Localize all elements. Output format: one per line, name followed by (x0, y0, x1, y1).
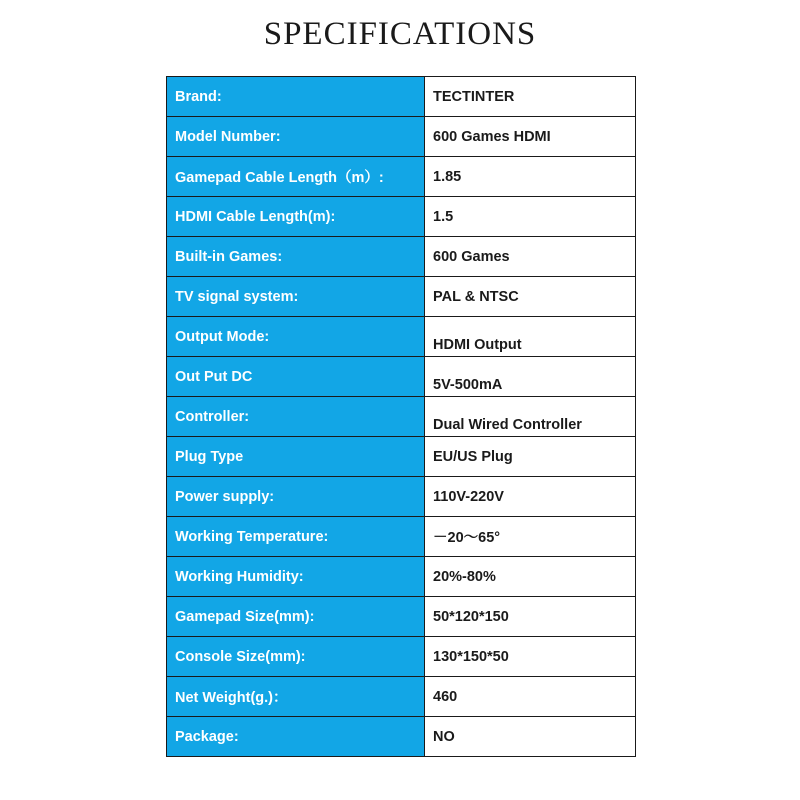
spec-label: Output Mode: (167, 317, 425, 357)
spec-value: NO (425, 717, 636, 757)
spec-label: Net Weight(g.)： (167, 677, 425, 717)
spec-row-model-number (167, 117, 636, 157)
spec-row-gamepad-size (167, 597, 636, 637)
spec-label: Working Humidity: (167, 557, 425, 597)
spec-row-controller (167, 397, 636, 437)
spec-value: EU/US Plug (425, 437, 636, 477)
spec-value: 20%-80% (425, 557, 636, 597)
spec-label: Gamepad Size(mm): (167, 597, 425, 637)
spec-row-working-humidity (167, 557, 636, 597)
spec-value: 600 Games (425, 237, 636, 277)
spec-value: 5V-500mA (425, 357, 636, 397)
page-title: SPECIFICATIONS (263, 16, 537, 52)
spec-row-package (167, 717, 636, 757)
spec-label: Out Put DC (167, 357, 425, 397)
spec-label: Working Temperature: (167, 517, 425, 557)
spec-label: HDMI Cable Length(m): (167, 197, 425, 237)
spec-label: Plug Type (167, 437, 425, 477)
spec-row-output-dc (167, 357, 636, 397)
spec-row-gamepad-cable-length (167, 157, 636, 197)
spec-value: Dual Wired Controller (425, 397, 636, 437)
spec-row-working-temperature (167, 517, 636, 557)
spec-label: Power supply: (167, 477, 425, 517)
spec-value: 1.85 (425, 157, 636, 197)
spec-label: Console Size(mm): (167, 637, 425, 677)
spec-value: 110V-220V (425, 477, 636, 517)
spec-row-console-size (167, 637, 636, 677)
spec-row-plug-type (167, 437, 636, 477)
spec-value: PAL & NTSC (425, 277, 636, 317)
spec-row-power-supply (167, 477, 636, 517)
spec-value: 50*120*150 (425, 597, 636, 637)
spec-label: Controller: (167, 397, 425, 437)
spec-value: －20～65° (425, 517, 636, 557)
spec-label: Built-in Games: (167, 237, 425, 277)
specifications-table (166, 76, 636, 757)
spec-row-tv-signal-system (167, 277, 636, 317)
spec-label: Brand: (167, 77, 425, 117)
spec-value: 460 (425, 677, 636, 717)
spec-label: Package: (167, 717, 425, 757)
spec-value: HDMI Output (425, 317, 636, 357)
spec-label: TV signal system: (167, 277, 425, 317)
spec-value: 130*150*50 (425, 637, 636, 677)
spec-row-net-weight (167, 677, 636, 717)
spec-row-output-mode (167, 317, 636, 357)
spec-row-brand (167, 77, 636, 117)
spec-label: Gamepad Cable Length（m）: (167, 157, 425, 197)
spec-value: 600 Games HDMI (425, 117, 636, 157)
spec-row-built-in-games (167, 237, 636, 277)
spec-value: TECTINTER (425, 77, 636, 117)
spec-value: 1.5 (425, 197, 636, 237)
spec-row-hdmi-cable-length (167, 197, 636, 237)
spec-label: Model Number: (167, 117, 425, 157)
